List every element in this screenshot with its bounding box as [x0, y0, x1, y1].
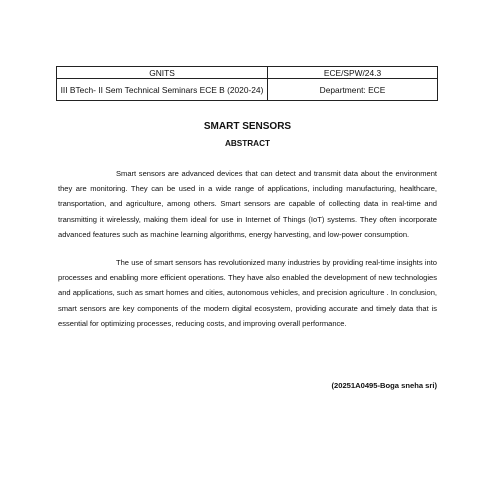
document-title: SMART SENSORS	[203, 121, 292, 132]
course-cell: III BTech- II Sem Technical Seminars ECE B (2020-24)	[57, 79, 268, 101]
abstract-paragraph-1: Smart sensors are advanced devices that can detect and transmit data about the environment they are monitoring. They can be used in a wide range of applications, including manufacturing, healthcare, transportation, and agriculture, among others. Smart sensors are capable of collecting data in real-time and transmitting it wirelessly, making them ideal for use in Internet of Things (IoT) systems. They often incorporate advanced features such as machine learning algorithms, energy harvesting, and low-power consumption.	[58, 169, 437, 239]
document-code-cell: ECE/SPW/24.3	[268, 67, 438, 79]
author-signature: (20251A0495-Boga sneha sri)	[331, 381, 437, 390]
header-table	[56, 66, 438, 101]
department-cell: Department: ECE	[268, 79, 438, 101]
header-row-2	[57, 79, 438, 101]
institution-cell: GNITS	[57, 67, 268, 79]
abstract-heading: ABSTRACT	[224, 139, 271, 148]
header-row-1	[57, 67, 438, 79]
abstract-paragraph-2: The use of smart sensors has revolutionized many industries by providing real-time insights into processes and enabling more efficient operations. They have also enabled the development of new technologies and applications, such as smart homes and cities, autonomous vehicles, and precision agriculture . In conclusion, smart sensors are key components of the modern digital ecosystem, providing accurate and timely data that is essential for optimizing processes, reducing costs, and improving overall performance.	[58, 258, 437, 328]
